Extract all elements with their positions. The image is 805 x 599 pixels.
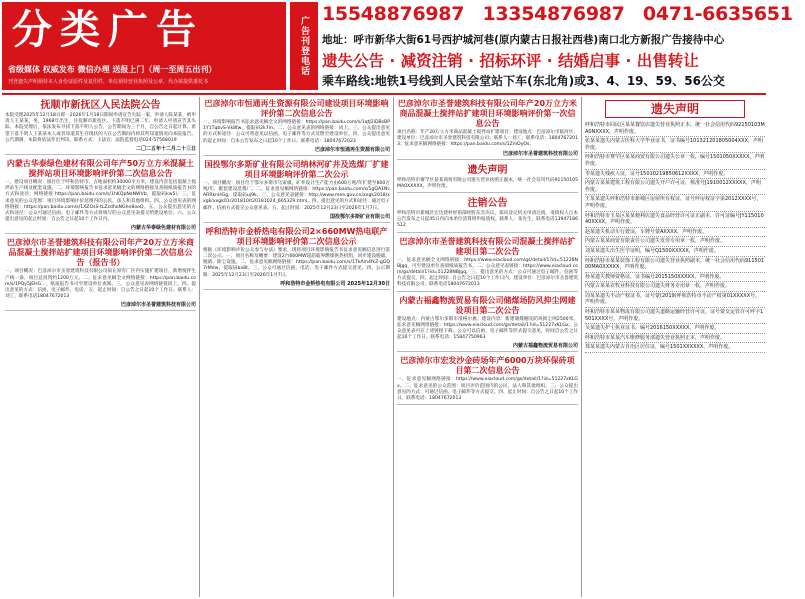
lost-notice-item: 吴某遗失护士执业证书，编号2016150XXXXX，声明作废。 [585, 324, 765, 334]
masthead-logo-block [2, 2, 286, 90]
column-3 [394, 97, 582, 597]
notice-body: 建设地点：内蒙古鄂尔多斯市准格尔旗；建设内容：新建储煤棚及防风抑尘网2500米。征求意见稿网络链接：https://www.eiacloud.com/gs/detail/1?id=51227xKLGx。公众意见表可在上述链接下载。公众可以信函、电子邮件等形式提交意见，时间自公告之日起10个工作日。联系电话：15847750963 [397, 316, 578, 341]
notice-block [397, 296, 578, 353]
notice-signature: 巴彦淖尔市圣誉建筑科技有限公司 [502, 150, 578, 157]
notice-body: 一、项目概况：项目位于鄂尔多斯市乌审旗，矿井设计生产能力由600万吨/年扩建至800万吨/年，配套建设选煤厂。二、征求意见稿网络链接：https://pan.baidu.com/s/1gQA1NcARRknHGg，提取码uj9k。三、公众意见表链接：http://www.mee.gov.cn/xxgk2018/xxgk/xxgk01/201810/t20181024_665329.html。四、提出意见的方式和途径：通过电子邮件、信函方式提交公众意见表。五、起止时间：2025年12月23日至2026年1月7日。 [203, 180, 390, 211]
lost-notice-item: 内蒙古某某农牧业科技有限公司遗失财务专用章一枚，声明作废。 [585, 282, 765, 292]
notice-block [5, 238, 196, 311]
notice-block [203, 160, 390, 223]
phone-number-1: 15548876987 [322, 3, 465, 25]
notice-signature: 呼和浩特市金桥热电有限公司 2025年12月30日 [280, 280, 390, 287]
masthead-fine-print: 刊登遗失声明须持本人身份证原件及复印件，单位须持营业执照及公章，代办需提供委托书 [8, 79, 209, 85]
lost-notice-item: 刘某某遗失出生医学证明，编号Q1500XXXXX，声明作废。 [585, 247, 765, 257]
lost-notice-item: 呼和浩特市玉泉区某某便利店遗失食品经营许可证正副本，许可证编号JY11501040XXXX，声明作废。 [585, 212, 765, 228]
notice-block [203, 227, 390, 290]
lost-notice-item: 呼和浩特市某某汽车维修服务部遗失营业执照正本，声明作废。 [585, 334, 765, 344]
lost-notice-item: 内蒙古某某建筑工程有限公司遗失开户许可证，核准号J1910012XXXXX，声明作废。 [585, 179, 765, 195]
notice-title: 内蒙古福鑫物流贸易有限公司储煤场防风抑尘网建设项目第二次公告 [399, 295, 576, 315]
notice-title: 巴彦淖尔市恒通再生资源有限公司建设项目环境影响评价第二次信息公告 [204, 99, 389, 118]
lost-notice-item: 内蒙古某某商贸有限责任公司遗失发票专用章一枚，声明作废。 [585, 237, 765, 247]
lost-notice-item: 赵某遗失机动车行驶证，车牌号蒙AXXXX，声明作废。 [585, 228, 765, 238]
notice-signature: 二〇二五年十二月二十三日 [135, 146, 196, 153]
notice-body: 一、征求意见稿网络链接：https://www.eiacloud.com/gs/detail/1?id=51227xKLGx。二、征求意见的公众范围：项目评价范围内的公民、法人和其他组织。三、公众提出意见的方式：可通过信函、电子邮件等方式提交。四、起止时间：自公告之日起10个工作日。联系电话：18047672013 [397, 377, 578, 402]
lost-notice-item: 王某某遗失呼和浩特市新城区房屋所有权证，证号呼房权证字第2012XXXX号，声明作废。 [585, 195, 765, 211]
column-2 [200, 97, 394, 597]
lost-notice-item: 李某遗失残疾人证，证号15010219850612XXXX，声明作废。 [585, 170, 765, 180]
hotline-tag: 广告刊登电话 [290, 2, 318, 90]
notice-block [397, 164, 578, 193]
notice-body: 呼和浩特市新城区宏达建材经销部经股东会决议，拟向登记机关申请注销，请债权人自本公告发布之日起45日内向本单位清算组申报债权。联系人：张先生，联系电话13947186512 [397, 211, 578, 229]
lost-notice-item: 呼和浩特市回民区某某餐饮店遗失营业执照正本，统一社会信用代码92150103MA0NXXXX，声明作废。 [585, 121, 765, 137]
notice-body: 一、建设项目概况：项目位于呼和浩特市，占地面积约30000平方米，建设内容包括混凝土搅拌站生产线及配套设施。二、环境影响报告书征求意见稿全文的网络链接及查阅纸质报告书的方式和途径：网络链接 https://pan.baidu.com/s/1hKQpNaNWVb，提取码kw5i。三、征求意见的公众范围：项目环境影响评价范围内的公民、法人和其他组织。四、公众意见表的网络链接：https://pan.baidu.com/s/1XZOsS-tLZsdhoNGhn8ooQ。五、公众提出意见的方式和途径：公众可通过信函、电子邮件等方式将填写的公众意见表提交给建设单位。六、公众提出意见的起止时间：自公告之日起10个工作日内。 [5, 180, 196, 223]
notice-signature: 巴彦淖尔市恒通再生资源有限公司 [314, 146, 390, 153]
header-divider [2, 93, 766, 95]
notice-block [397, 237, 578, 292]
phone-number-3: 0471-6635651 [642, 3, 793, 25]
notice-body: 本院受理2025年12月18日即一2026年1月18日期间申请宣告失踪一案，申请人陈某某，被申请人王某某，男，1968年出生，住抚顺市新抚区。下落不明已满二年，申请人申请宣告其失踪。本院受理后，依法发布寻找下落不明人公告，公告期间为三个月，自公告之日起计算。希望下落不明人王某某本人或者知道其生存现状的人在公告期间内将其所知道情况向本院报告。公告期满，本院将依法作出判决。联系方式：王法官；法院监督电话024-57568019 [5, 113, 196, 143]
notice-body: 根据《环境影响评价公众参与办法》要求，现将项目环境影响报告书征求意见稿信息进行第二次公示。一、项目名称及概要：建设2台660MW超超临界燃煤供热机组，同步建设脱硫、脱硝、除尘设施。二、征求意见稿网络链接：https://pan.baidu.com/s/1TkAm4fkZ-gGQ7rMdw，提取码bx8t。三、公众可通过信函、电话、电子邮件方式提交意见。四、公示期限：2025年12月23日至2026年1月7日。 [203, 247, 390, 278]
notice-block [397, 99, 578, 160]
lost-notice-item: 呼和浩特市某某装饰工程有限公司遗失营业执照副本，统一社会信用代码91150100MA0XXXXX，声明作废。 [585, 257, 765, 273]
notice-body: 项目名称：年产20万立方米商品混凝土搅拌站扩建项目；建设地点：巴彦淖尔市临河区；建设单位：巴彦淖尔市圣誉建筑科技有限公司；联系人：刘工；联系电话：18047672013；征求意见稿网络链接：https://pan.baidu.com/s/1ZmDyOs。 [397, 130, 578, 148]
notice-signature: 国投鄂尔多斯矿业有限公司 [329, 213, 390, 220]
phone-numbers [322, 3, 793, 25]
masthead-title: 分类广告 [12, 7, 204, 53]
notice-title: 内蒙古华泰绿色建材有限公司年产50万立方米混凝土搅拌站项目环境影响评价第二次信息公告 [6, 159, 195, 179]
notice-block [397, 356, 578, 405]
notice-title: 遗失声明 [467, 164, 508, 176]
lost-notice-item: 呼和浩特市某某物流有限公司遗失道路运输经营许可证，证号蒙交运管许可呼字1501XXXX号，声明作废。 [585, 308, 765, 324]
lost-notice-banner: 遗失声明 [605, 100, 745, 118]
notice-block [5, 159, 196, 234]
lost-notice-item: 孙某遗失教师资格证，证书编号2015150XXXXX，声明作废。 [585, 273, 765, 283]
notice-title: 巴彦淖尔市圣誉建筑科技有限公司年产20万立方米商品混凝土搅拌站扩建项目环境影响评价第二次信息公告（报告书） [6, 238, 195, 268]
transit-route: 乘车路线:地铁1号线到人民会堂站下车(东北角)或3、4、19、59、56公交 [322, 74, 725, 88]
notice-block [203, 99, 390, 156]
notice-title: 巴彦淖尔市圣誉建筑科技有限公司混凝土搅拌站扩建项目第二次公告 [399, 236, 576, 256]
notice-title: 呼和浩特市金桥热电有限公司2×660MW热电联产项目环境影响评价第二次信息公示 [205, 226, 388, 246]
column-4 [582, 97, 768, 597]
notice-title: 巴彦淖尔市圣誉建筑科技有限公司年产20万立方米商品混凝土搅拌站扩建项目环境影响评价第一次信息公告 [397, 99, 578, 128]
notice-body: 一、环境影响报告书征求意见稿全文的网络链接：https://pan.baidu.com/s/1qtJ2iDBsBP1Y1TqbvS-Vk8fw，提取码2k7m。二、公众意见表的网络链接：同上。三、公众提出意见的方式和途径：公众可将意见以信函、电子邮件等方式反馈至建设单位。四、公众提出意见的起止时间：自本公告发布之日起10个工作日。联系电话：18047672023 [203, 120, 390, 144]
notice-title: 巴彦淖尔市宏发沙金砖场年产6000万块环保砖项目第二次信息公告 [400, 356, 575, 376]
masthead [0, 0, 793, 92]
phone-number-2: 13354876987 [482, 3, 625, 25]
notice-signature: 内蒙古华泰绿色建材有限公司 [130, 225, 196, 232]
notice-title: 抚顺市新抚区人民法院公告 [40, 100, 161, 111]
notice-body: 呼和浩特市赛罕区某某商贸有限公司遗失营业执照正副本，统一社会信用代码91150105MA0XXXXX，声明作废。 [397, 177, 578, 189]
masthead-slogan: 省级媒体 权威发布 微信办理 送报上门（周一至周五出刊） [8, 65, 217, 74]
lost-notice-item: 郑某某遗失内蒙古自治区居住证，编号1501XXXXXX，声明作废。 [585, 343, 765, 353]
notice-block [5, 99, 196, 155]
lost-notice-item: 张某某遗失内蒙古医科大学毕业证书，证书编号101321201805004XXX，声明作废。 [585, 137, 765, 153]
office-address: 地址：呼市新华大街61号西护城河巷(原内蒙古日报社西巷)南口北方新报广告接待中心 [322, 34, 725, 46]
notice-body: 一、项目概况：巴彦淖尔市圣誉建筑科技有限公司拟在原有厂区内实施扩建项目，新增搅拌生产线一条，项目总投资约1200万元。二、征求意见稿全文网络链接：https://pan.baidu.com/s/1PQy5JEHG...，纸质报告书可至建设单位查阅。三、公众意见表网络链接同上。四、提出意见的方式：信函、电子邮件、电话。五、起止时间：自公告之日起10个工作日。联系人：刘工，联系电话18047672013 [5, 269, 196, 300]
notice-signature: 巴彦淖尔市圣誉建筑科技有限公司 [120, 302, 196, 309]
notice-title: 注销公告 [467, 198, 508, 210]
column-1 [2, 97, 200, 597]
service-list: 遗失公告 · 减资注销 · 招标环评 · 结婚启事 · 出售转让 [322, 52, 699, 70]
lost-notice-item: 周某某遗失不动产权证书，证号蒙(2019)呼和浩特市不动产权第01XXXXX号，声明作废。 [585, 292, 765, 308]
notice-block [397, 197, 578, 233]
notice-signature: 内蒙古福鑫物流贸易有限公司 [512, 343, 578, 350]
notice-body: 一、征求意见稿全文网络链接：https://www.eiacloud.com/gs/detail/1?id=51228NBJgq，可至建设单位查阅纸质报告书。二、公众意见表链接：https://www.eiacloud.com/gs/detail/1?id=51228NBJgq。三、提出意见的方式：公众可通过电子邮件、信函等方式提交。四、起止时间：自公告之日起10个工作日内。建设单位：巴彦淖尔市圣誉建筑科技有限公司，联系电话18047672013 [397, 257, 578, 288]
notice-title: 国投鄂尔多斯矿业有限公司纳林河矿井及选煤厂扩建项目环境影响评价第二次公示 [204, 159, 389, 179]
lost-notice-item: 呼和浩特市赛罕区某某商贸有限公司遗失公章一枚，编号1501050XXXXX，声明作废。 [585, 153, 765, 169]
